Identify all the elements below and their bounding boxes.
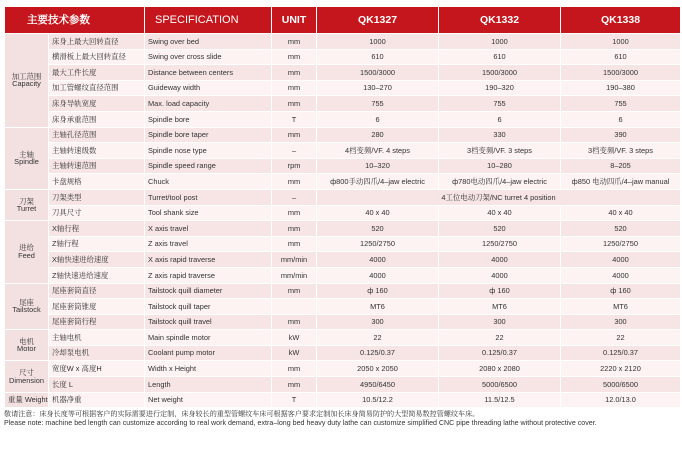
- group-label-cn: 加工范围: [11, 71, 42, 81]
- param-value: 520: [317, 221, 439, 237]
- param-name-cn: 冷却泵电机: [49, 345, 145, 361]
- param-value: 40 x 40: [317, 205, 439, 221]
- table-row: [5, 299, 681, 315]
- param-value: 755: [561, 96, 681, 112]
- group-label-en: Feed: [18, 250, 35, 260]
- group-label-en: Dimension: [9, 375, 44, 385]
- table-row: [5, 34, 681, 50]
- group-label-en: Capacity: [12, 79, 41, 89]
- param-value: 1000: [439, 34, 561, 50]
- param-value: 4000: [317, 252, 439, 268]
- param-name-cn: 最大工件长度: [49, 65, 145, 81]
- param-value: 6: [317, 111, 439, 127]
- table-row: [5, 377, 681, 393]
- param-name-cn: 刀架类型: [49, 189, 145, 205]
- spec-table: [4, 6, 681, 408]
- param-value: 1250/2750: [561, 236, 681, 252]
- param-name-cn: X轴行程: [49, 221, 145, 237]
- spec-sheet: [4, 6, 680, 428]
- param-name-cn: 卡盘规格: [49, 174, 145, 190]
- param-unit: T: [272, 392, 317, 408]
- param-value: 10.5/12.2: [317, 392, 439, 408]
- table-row: [5, 127, 681, 143]
- param-value: 0.125/0.37: [317, 345, 439, 361]
- param-value: 22: [439, 330, 561, 346]
- group-label-cn: 电机: [19, 336, 34, 346]
- param-unit: mm/min: [272, 252, 317, 268]
- param-name-en: Spindle bore taper: [145, 127, 272, 143]
- param-unit: mm/min: [272, 267, 317, 283]
- param-value: 10–320: [317, 158, 439, 174]
- table-row: [5, 252, 681, 268]
- param-name-cn: 机器净重: [49, 392, 145, 408]
- param-value: 4000: [439, 252, 561, 268]
- group-label-cell: [5, 127, 49, 189]
- param-value: 2080 x 2080: [439, 361, 561, 377]
- param-value: 3档变频/VF. 3 steps: [561, 143, 681, 159]
- param-name-en: Swing over cross slide: [145, 49, 272, 65]
- param-value: 2220 x 2120: [561, 361, 681, 377]
- param-value: 1250/2750: [317, 236, 439, 252]
- param-value-all-models: 4工位电动刀架/NC turret 4 position: [317, 189, 681, 205]
- param-value: 1500/3000: [317, 65, 439, 81]
- param-unit: mm: [272, 127, 317, 143]
- param-value: 4950/6450: [317, 377, 439, 393]
- group-label-en: Spindle: [14, 157, 39, 167]
- group-label-cell: [5, 189, 49, 220]
- spec-table-body: [5, 34, 681, 408]
- param-value: 4000: [439, 267, 561, 283]
- param-value: 610: [561, 49, 681, 65]
- param-value: 755: [439, 96, 561, 112]
- param-value: 1000: [561, 34, 681, 50]
- param-value: 8–205: [561, 158, 681, 174]
- table-row: [5, 236, 681, 252]
- param-unit: mm: [272, 283, 317, 299]
- param-unit: T: [272, 111, 317, 127]
- group-label-en: Turret: [16, 204, 37, 214]
- param-name-cn: 尾座套筒直径: [49, 283, 145, 299]
- table-row: [5, 345, 681, 361]
- param-unit: –: [272, 189, 317, 205]
- param-name-en: Z axis rapid traverse: [145, 267, 272, 283]
- param-value: 10–280: [439, 158, 561, 174]
- param-name-en: Swing over bed: [145, 34, 272, 50]
- param-unit: mm: [272, 96, 317, 112]
- param-name-en: Net weight: [145, 392, 272, 408]
- param-value: 300: [317, 314, 439, 330]
- param-value: ф800手动四爪/4–jaw electric: [317, 174, 439, 190]
- header-main-params: 主要技术参数: [5, 7, 145, 34]
- group-label-cn: 进给: [19, 243, 34, 253]
- table-row: [5, 283, 681, 299]
- param-name-en: X axis travel: [145, 221, 272, 237]
- table-row: [5, 174, 681, 190]
- param-unit: mm: [272, 174, 317, 190]
- param-value: 1500/3000: [439, 65, 561, 81]
- param-unit: mm: [272, 205, 317, 221]
- param-unit: kW: [272, 330, 317, 346]
- param-value: ф780电动四爪/4–jaw electric: [439, 174, 561, 190]
- param-value: 2050 x 2050: [317, 361, 439, 377]
- param-value: 22: [317, 330, 439, 346]
- param-unit: mm: [272, 236, 317, 252]
- group-label-cn: 尺寸: [19, 368, 34, 378]
- param-unit: [272, 299, 317, 315]
- group-label-cn: 尾座: [19, 297, 34, 307]
- param-unit: –: [272, 143, 317, 159]
- param-unit: mm: [272, 377, 317, 393]
- param-value: 11.5/12.5: [439, 392, 561, 408]
- param-value: 280: [317, 127, 439, 143]
- param-unit: mm: [272, 49, 317, 65]
- param-name-en: Spindle speed range: [145, 158, 272, 174]
- param-name-en: Width x Height: [145, 361, 272, 377]
- param-name-en: Spindle nose type: [145, 143, 272, 159]
- group-label-cell: [5, 392, 49, 408]
- param-value: ф 160: [317, 283, 439, 299]
- param-name-en: Tailstock quill diameter: [145, 283, 272, 299]
- param-name-cn: 宽度W x 高度H: [49, 361, 145, 377]
- table-header-row: [5, 7, 681, 34]
- param-name-cn: 床身上最大回转直径: [49, 34, 145, 50]
- param-name-en: Length: [145, 377, 272, 393]
- table-row: [5, 205, 681, 221]
- param-value: 5000/6500: [439, 377, 561, 393]
- param-name-cn: 主轴电机: [49, 330, 145, 346]
- param-name-cn: 主轴孔径范围: [49, 127, 145, 143]
- table-row: [5, 96, 681, 112]
- param-unit: mm: [272, 361, 317, 377]
- param-name-en: X axis rapid traverse: [145, 252, 272, 268]
- param-name-en: Spindle bore: [145, 111, 272, 127]
- param-value: 190–320: [439, 80, 561, 96]
- param-value: 330: [439, 127, 561, 143]
- param-unit: rpm: [272, 158, 317, 174]
- param-name-cn: 床身承重范围: [49, 111, 145, 127]
- param-name-cn: 刀具尺寸: [49, 205, 145, 221]
- param-value: 4000: [317, 267, 439, 283]
- table-row: [5, 392, 681, 408]
- param-value: 4000: [561, 252, 681, 268]
- param-value: 610: [317, 49, 439, 65]
- header-specification: SPECIFICATION: [145, 7, 272, 34]
- param-value: ф 160: [439, 283, 561, 299]
- param-value: 520: [439, 221, 561, 237]
- table-row: [5, 143, 681, 159]
- param-value: 1000: [317, 34, 439, 50]
- param-name-en: Max. load capacity: [145, 96, 272, 112]
- param-value: 300: [439, 314, 561, 330]
- note-en: Please note: machine bed length can customize according to real work demand, extra–long bed heavy duty lathe can customize simplified CNC pipe threading lathe without protective cover.: [4, 419, 597, 428]
- param-value: 5000/6500: [561, 377, 681, 393]
- param-value: 3档变频/VF. 3 steps: [439, 143, 561, 159]
- param-name-en: Tailstock quill travel: [145, 314, 272, 330]
- param-name-cn: 加工管螺纹直径范围: [49, 80, 145, 96]
- table-row: [5, 65, 681, 81]
- param-value: 300: [561, 314, 681, 330]
- param-value: 130–270: [317, 80, 439, 96]
- param-value: 390: [561, 127, 681, 143]
- param-value: 6: [439, 111, 561, 127]
- param-name-cn: Z轴快速进给速度: [49, 267, 145, 283]
- header-model: QK1338: [561, 7, 681, 34]
- table-row: [5, 314, 681, 330]
- group-label-cell: [5, 361, 49, 392]
- table-row: [5, 267, 681, 283]
- group-label-cell: [5, 283, 49, 330]
- param-value: 40 x 40: [561, 205, 681, 221]
- group-label-en: Motor: [17, 344, 36, 354]
- param-value: 12.0/13.0: [561, 392, 681, 408]
- notes: [4, 410, 680, 428]
- param-value: 22: [561, 330, 681, 346]
- param-value: 190–380: [561, 80, 681, 96]
- param-value: MT6: [561, 299, 681, 315]
- param-name-en: Tailstock quill taper: [145, 299, 272, 315]
- group-label-cell: [5, 330, 49, 361]
- table-row: [5, 361, 681, 377]
- param-value: ф850 电动四爪/4–jaw manual: [561, 174, 681, 190]
- group-label-cn: 刀架: [19, 196, 34, 206]
- group-label-cn: 主轴: [19, 149, 34, 159]
- param-name-cn: X轴快速进给速度: [49, 252, 145, 268]
- param-unit: mm: [272, 34, 317, 50]
- param-value: 1500/3000: [561, 65, 681, 81]
- param-value: 755: [317, 96, 439, 112]
- param-value: 4档变频/VF. 4 steps: [317, 143, 439, 159]
- table-row: [5, 158, 681, 174]
- param-value: 610: [439, 49, 561, 65]
- param-name-en: Turret/tool post: [145, 189, 272, 205]
- note-cn: 敬请注意：床身长度等可根据客户的实际需要进行定制，床身较长的重型管螺纹车床可根据客户要求定制加长床身简易防护的大型简易数控管螺纹车床。: [4, 410, 480, 419]
- param-unit: kW: [272, 345, 317, 361]
- param-value: 520: [561, 221, 681, 237]
- table-row: [5, 111, 681, 127]
- table-row: [5, 330, 681, 346]
- group-label-cn: 重量 Weight: [8, 395, 48, 405]
- param-unit: mm: [272, 314, 317, 330]
- param-name-cn: 尾座套筒锥度: [49, 299, 145, 315]
- header-model: QK1332: [439, 7, 561, 34]
- table-row: [5, 80, 681, 96]
- param-value: 1250/2750: [439, 236, 561, 252]
- group-label-cell: [5, 34, 49, 128]
- param-name-cn: 主轴转速级数: [49, 143, 145, 159]
- param-name-cn: 尾座套筒行程: [49, 314, 145, 330]
- param-value: MT6: [317, 299, 439, 315]
- param-value: ф 160: [561, 283, 681, 299]
- param-name-en: Tool shank size: [145, 205, 272, 221]
- param-name-cn: 横滑板上最大回转直径: [49, 49, 145, 65]
- group-label-en: Tailstock: [12, 305, 41, 315]
- param-unit: mm: [272, 221, 317, 237]
- param-name-en: Main spindle motor: [145, 330, 272, 346]
- param-value: 6: [561, 111, 681, 127]
- param-name-cn: 长度 L: [49, 377, 145, 393]
- param-name-cn: 主轴转速范围: [49, 158, 145, 174]
- param-name-cn: Z轴行程: [49, 236, 145, 252]
- header-model: QK1327: [317, 7, 439, 34]
- param-value: 40 x 40: [439, 205, 561, 221]
- table-row: [5, 49, 681, 65]
- table-row: [5, 189, 681, 205]
- param-name-en: Distance between centers: [145, 65, 272, 81]
- param-name-en: Guideway width: [145, 80, 272, 96]
- param-value: 0.125/0.37: [561, 345, 681, 361]
- param-name-en: Z axis travel: [145, 236, 272, 252]
- param-value: 0.125/0.37: [439, 345, 561, 361]
- param-value: MT6: [439, 299, 561, 315]
- table-row: [5, 221, 681, 237]
- param-unit: mm: [272, 65, 317, 81]
- param-name-en: Coolant pump motor: [145, 345, 272, 361]
- param-name-cn: 床身导轨宽度: [49, 96, 145, 112]
- header-unit: UNIT: [272, 7, 317, 34]
- param-unit: mm: [272, 80, 317, 96]
- param-value: 4000: [561, 267, 681, 283]
- group-label-cell: [5, 221, 49, 283]
- param-name-en: Chuck: [145, 174, 272, 190]
